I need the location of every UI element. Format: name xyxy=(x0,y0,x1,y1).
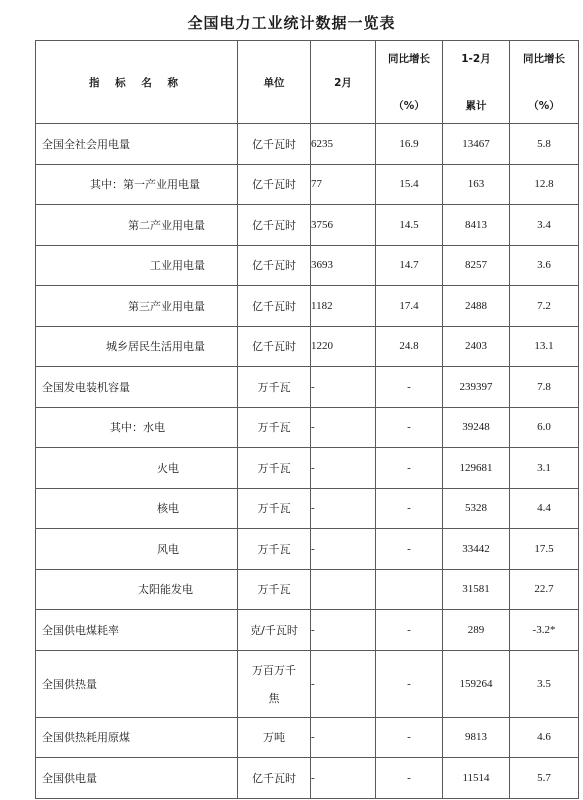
row-cumulative: 8257 xyxy=(443,245,510,286)
row-yoy-cumulative: 5.7 xyxy=(510,758,579,799)
row-name: 全国供热耗用原煤 xyxy=(36,717,238,758)
row-name: 核电 xyxy=(36,488,238,529)
row-name: 风电 xyxy=(36,529,238,570)
row-name: 全国供电量 xyxy=(36,758,238,799)
row-unit: 亿千瓦时 xyxy=(238,164,311,205)
row-yoy-cumulative: 7.8 xyxy=(510,367,579,408)
page-title: 全国电力工业统计数据一览表 xyxy=(187,14,396,32)
row-february: 77 xyxy=(311,164,376,205)
row-cumulative: 5328 xyxy=(443,488,510,529)
row-name: 全国发电装机容量 xyxy=(36,367,238,408)
row-yoy-cumulative: 3.6 xyxy=(510,245,579,286)
row-february: 1220 xyxy=(311,326,376,367)
table-header-row xyxy=(36,41,579,124)
row-yoy-cumulative: 3.1 xyxy=(510,448,579,489)
row-yoy-cumulative: 17.5 xyxy=(510,529,579,570)
row-yoy-february: - xyxy=(376,610,443,651)
row-name: 全国供热量 xyxy=(36,650,238,717)
row-unit: 万千瓦 xyxy=(238,448,311,489)
table-row xyxy=(36,326,579,367)
row-cumulative: 11514 xyxy=(443,758,510,799)
row-february: 1182 xyxy=(311,286,376,327)
row-yoy-cumulative: -3.2* xyxy=(510,610,579,651)
row-yoy-cumulative: 13.1 xyxy=(510,326,579,367)
row-yoy-cumulative: 7.2 xyxy=(510,286,579,327)
table-row xyxy=(36,529,579,570)
table-row xyxy=(36,650,579,717)
row-unit: 亿千瓦时 xyxy=(238,758,311,799)
row-unit: 万千瓦 xyxy=(238,367,311,408)
row-february: - xyxy=(311,529,376,570)
row-yoy-february: 16.9 xyxy=(376,124,443,165)
row-name: 其中：第一产业用电量 xyxy=(36,164,238,205)
row-cumulative: 163 xyxy=(443,164,510,205)
row-name: 全国供电煤耗率 xyxy=(36,610,238,651)
table-row xyxy=(36,286,579,327)
row-yoy-february: - xyxy=(376,717,443,758)
row-name: 第二产业用电量 xyxy=(36,205,238,246)
row-name: 工业用电量 xyxy=(36,245,238,286)
row-yoy-february: - xyxy=(376,407,443,448)
header-cumulative: 1-2月 累计 xyxy=(443,41,510,124)
row-name: 城乡居民生活用电量 xyxy=(36,326,238,367)
row-yoy-february: - xyxy=(376,367,443,408)
row-yoy-february: 15.4 xyxy=(376,164,443,205)
header-february: 2月 xyxy=(311,41,376,124)
row-yoy-february: - xyxy=(376,448,443,489)
row-yoy-february: 17.4 xyxy=(376,286,443,327)
row-february xyxy=(311,569,376,610)
row-unit: 克/千瓦时 xyxy=(238,610,311,651)
row-cumulative: 129681 xyxy=(443,448,510,489)
header-yoy-february: 同比增长 （%） xyxy=(376,41,443,124)
row-name: 其中：水电 xyxy=(36,407,238,448)
row-unit-line-2: 焦 xyxy=(268,691,280,705)
row-cumulative: 39248 xyxy=(443,407,510,448)
row-unit: 万千瓦 xyxy=(238,569,311,610)
row-february: - xyxy=(311,448,376,489)
row-unit: 亿千瓦时 xyxy=(238,286,311,327)
table-row xyxy=(36,367,579,408)
row-name: 火电 xyxy=(36,448,238,489)
row-february: - xyxy=(311,610,376,651)
row-yoy-cumulative: 3.5 xyxy=(510,650,579,717)
row-unit: 万千瓦 xyxy=(238,488,311,529)
row-february: - xyxy=(311,407,376,448)
table-row xyxy=(36,124,579,165)
table-row xyxy=(36,569,579,610)
row-february: 3693 xyxy=(311,245,376,286)
header-indicator-name: 指 标 名 称 xyxy=(36,41,238,124)
row-unit: 亿千瓦时 xyxy=(238,326,311,367)
row-february: - xyxy=(311,758,376,799)
table-row xyxy=(36,488,579,529)
table-row xyxy=(36,407,579,448)
table-row xyxy=(36,610,579,651)
row-name: 全国全社会用电量 xyxy=(36,124,238,165)
row-cumulative: 13467 xyxy=(443,124,510,165)
row-cumulative: 33442 xyxy=(443,529,510,570)
row-cumulative: 289 xyxy=(443,610,510,651)
row-february: - xyxy=(311,367,376,408)
row-unit: 万千瓦 xyxy=(238,407,311,448)
table-row xyxy=(36,758,579,799)
row-yoy-february: 24.8 xyxy=(376,326,443,367)
row-unit: 亿千瓦时 xyxy=(238,245,311,286)
header-yoy-cumulative: 同比增长 （%） xyxy=(510,41,579,124)
header-unit: 单位 xyxy=(238,41,311,124)
row-yoy-february: - xyxy=(376,758,443,799)
row-cumulative: 31581 xyxy=(443,569,510,610)
row-february: 3756 xyxy=(311,205,376,246)
row-name: 第三产业用电量 xyxy=(36,286,238,327)
table-row xyxy=(36,448,579,489)
row-yoy-cumulative: 5.8 xyxy=(510,124,579,165)
row-february: - xyxy=(311,488,376,529)
row-cumulative: 2488 xyxy=(443,286,510,327)
row-yoy-cumulative: 4.4 xyxy=(510,488,579,529)
table-row xyxy=(36,717,579,758)
row-cumulative: 9813 xyxy=(443,717,510,758)
table-row xyxy=(36,205,579,246)
row-yoy-february: - xyxy=(376,650,443,717)
table-row xyxy=(36,164,579,205)
row-cumulative: 239397 xyxy=(443,367,510,408)
row-yoy-cumulative: 4.6 xyxy=(510,717,579,758)
row-cumulative: 159264 xyxy=(443,650,510,717)
row-cumulative: 8413 xyxy=(443,205,510,246)
row-yoy-february: 14.5 xyxy=(376,205,443,246)
row-cumulative: 2403 xyxy=(443,326,510,367)
statistics-table xyxy=(35,40,579,799)
row-unit xyxy=(238,650,311,717)
row-yoy-cumulative: 3.4 xyxy=(510,205,579,246)
row-yoy-cumulative: 6.0 xyxy=(510,407,579,448)
row-yoy-cumulative: 22.7 xyxy=(510,569,579,610)
table-row xyxy=(36,245,579,286)
row-yoy-february: - xyxy=(376,488,443,529)
row-february: - xyxy=(311,717,376,758)
row-yoy-february: 14.7 xyxy=(376,245,443,286)
row-february: - xyxy=(311,650,376,717)
row-yoy-february xyxy=(376,569,443,610)
row-unit: 万吨 xyxy=(238,717,311,758)
row-unit: 万千瓦 xyxy=(238,529,311,570)
row-unit: 亿千瓦时 xyxy=(238,124,311,165)
row-yoy-february: - xyxy=(376,529,443,570)
row-february: 6235 xyxy=(311,124,376,165)
row-yoy-cumulative: 12.8 xyxy=(510,164,579,205)
row-unit: 亿千瓦时 xyxy=(238,205,311,246)
row-name: 太阳能发电 xyxy=(36,569,238,610)
row-unit-line-1: 万百万千 xyxy=(252,663,296,677)
